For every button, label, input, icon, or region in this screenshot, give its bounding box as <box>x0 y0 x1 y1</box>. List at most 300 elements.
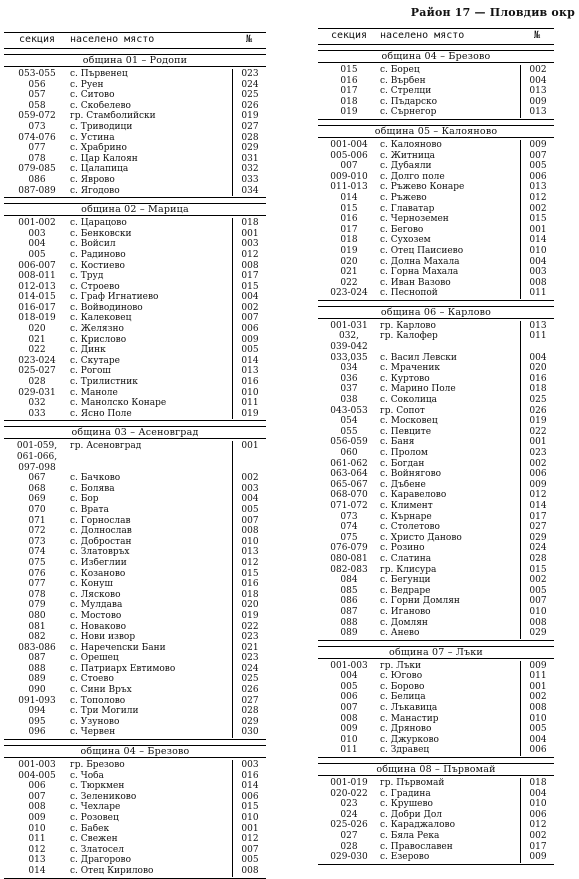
section-code: 013 <box>28 855 46 866</box>
table-row <box>318 107 554 118</box>
table-row <box>318 193 554 204</box>
place-number: 032 <box>232 164 267 175</box>
municipality-block <box>318 125 554 301</box>
municipality-block <box>4 426 266 740</box>
place-number: 019 <box>232 611 267 622</box>
place-name: гр. Калофер <box>380 331 438 342</box>
municipality-title: община 05 – Калояново <box>318 125 554 138</box>
section-code: 005 <box>28 249 46 260</box>
place-number: 008 <box>520 618 555 629</box>
place-number: 027 <box>232 696 267 707</box>
place-name: с. Трилистник <box>70 377 138 388</box>
section-code: 027 <box>340 831 358 841</box>
section-code: 020 <box>340 256 358 267</box>
table-row <box>4 143 266 154</box>
place-number: 027 <box>520 522 555 533</box>
table-row <box>318 789 554 800</box>
place-number: 005 <box>232 345 267 356</box>
place-name: с. Костиево <box>70 260 125 271</box>
place-name: с. Православен <box>380 841 453 852</box>
place-name <box>380 342 520 353</box>
section-code: 077 <box>28 143 46 154</box>
section-code: 024 <box>340 809 358 820</box>
place-name: с. Бяла Река <box>380 831 440 841</box>
place-name: с. Джурково <box>380 734 439 745</box>
place-name: с. Калояново <box>380 139 442 150</box>
place-number <box>232 452 267 463</box>
place-name: с. Долна Махала <box>380 256 460 267</box>
place-name: с. Бабек <box>70 823 110 834</box>
section-code: 054 <box>340 416 358 427</box>
place-number: 006 <box>232 792 267 803</box>
place-name: с. Драгорово <box>70 855 132 866</box>
header-place: населено място <box>380 31 465 42</box>
table-row <box>4 239 266 250</box>
municipality-title: община 04 – Брезово <box>4 745 266 758</box>
header-code: секция <box>18 34 56 46</box>
section-code: 015 <box>340 203 358 214</box>
section-code: 089 <box>28 674 46 685</box>
place-name: с. Триводици <box>70 121 133 132</box>
municipality-block <box>4 203 266 421</box>
table-row <box>4 409 266 420</box>
section-code: 033,035 <box>330 352 368 363</box>
place-name: с. Патриарх Евтимово <box>70 663 176 674</box>
place-name: с. Желязно <box>70 324 124 335</box>
place-number: 017 <box>520 842 555 853</box>
place-number: 005 <box>520 586 555 597</box>
place-number: 015 <box>520 214 555 225</box>
place-name: с. Скутаре <box>70 355 121 366</box>
place-name: с. Сърнегор <box>380 107 437 118</box>
place-number: 028 <box>232 133 267 144</box>
place-number: 011 <box>520 288 555 299</box>
table-row <box>318 235 554 246</box>
place-number: 025 <box>232 90 267 101</box>
table-row <box>4 696 266 707</box>
place-number: 010 <box>520 246 555 257</box>
section-code: 095 <box>28 716 46 727</box>
section-code: 056 <box>28 79 46 90</box>
section-code: 009 <box>28 813 46 823</box>
section-code: 085 <box>340 585 358 596</box>
place-number: 013 <box>520 321 555 332</box>
place-name: с. Труд <box>70 271 104 282</box>
place-number: 009 <box>520 661 555 672</box>
table-row <box>4 579 266 590</box>
place-number: 029 <box>232 717 267 728</box>
section-code: 038 <box>340 395 358 406</box>
section-code: 081 <box>28 621 46 632</box>
table-row <box>4 494 266 505</box>
place-number: 029 <box>520 628 555 639</box>
section-code: 080-081 <box>330 553 368 564</box>
section-code: 055 <box>340 426 358 437</box>
place-number: 026 <box>232 685 267 696</box>
place-number: 020 <box>232 600 267 611</box>
section-code: 001-003 <box>330 660 368 671</box>
place-number: 001 <box>520 682 555 693</box>
place-number: 012 <box>520 193 555 204</box>
section-code: 088 <box>28 663 46 674</box>
place-name: с. Радиново <box>70 249 126 260</box>
place-name: с. Иван Вазово <box>380 277 451 288</box>
table-row <box>4 855 266 866</box>
place-number: 005 <box>232 505 267 516</box>
table-row <box>4 781 266 792</box>
section-code: 065-067 <box>330 479 368 490</box>
place-name: гр. Стамболийски <box>70 111 156 122</box>
section-code: 008-011 <box>18 271 56 282</box>
place-number: 004 <box>232 292 267 303</box>
section-code: 022 <box>28 345 46 356</box>
place-number: 012 <box>232 250 267 261</box>
place-name: с. Борово <box>380 681 425 692</box>
section-code: 008 <box>28 802 46 813</box>
table-header <box>318 28 554 45</box>
place-name: с. Горни Домлян <box>380 596 460 607</box>
table-row <box>4 388 266 399</box>
section-code: 096 <box>28 727 46 738</box>
section-code: 067 <box>28 473 46 484</box>
municipality-block <box>4 745 266 879</box>
table-row <box>4 90 266 101</box>
place-number: 015 <box>232 282 267 293</box>
section-code: 087 <box>28 653 46 664</box>
place-number: 014 <box>232 356 267 367</box>
table-row <box>318 459 554 470</box>
place-name: с. Манастир <box>380 713 439 724</box>
table-row <box>318 703 554 714</box>
place-number: 009 <box>232 335 267 346</box>
place-name: с. Динк <box>70 345 106 356</box>
place-name: с. Скобелево <box>70 100 131 111</box>
table-row <box>318 778 554 789</box>
table-row <box>4 366 266 377</box>
place-name: с. Езерово <box>380 852 430 863</box>
place-name: с. Бор <box>70 494 99 505</box>
section-code: 033 <box>28 408 46 419</box>
section-code: 072 <box>28 526 46 537</box>
table-row <box>4 154 266 165</box>
place-number: 006 <box>520 745 555 756</box>
table-row <box>318 661 554 672</box>
section-code: 025-027 <box>18 366 56 377</box>
section-code: 075 <box>340 532 358 543</box>
place-name: с. Житница <box>380 150 436 161</box>
place-number: 021 <box>232 643 267 654</box>
place-name: с. Черноземен <box>380 214 449 225</box>
section-code: 079-085 <box>18 164 56 175</box>
section-code: 028 <box>28 377 46 388</box>
place-number: 013 <box>520 182 555 193</box>
table-row <box>318 321 554 332</box>
section-code: 087-089 <box>18 185 56 196</box>
section-code: 073 <box>28 536 46 547</box>
place-name: с. Новаково <box>70 621 126 632</box>
section-code: 084 <box>340 575 358 586</box>
place-number: 019 <box>232 409 267 420</box>
place-number: 029 <box>232 143 267 154</box>
section-code: 004 <box>28 239 46 250</box>
section-code: 001-004 <box>330 139 368 150</box>
section-code: 063-064 <box>330 469 368 480</box>
place-name: с. Пъдарско <box>380 96 438 107</box>
place-number: 013 <box>232 547 267 558</box>
table-row <box>4 505 266 516</box>
place-name: гр. Клисура <box>380 564 437 575</box>
place-name: с. Градина <box>380 788 431 799</box>
place-number: 019 <box>520 416 555 427</box>
section-code: 003 <box>28 228 46 239</box>
place-number: 006 <box>520 469 555 480</box>
place-number: 002 <box>520 65 555 76</box>
place-name: с. Ръжево <box>380 192 427 203</box>
place-number: 003 <box>232 484 267 495</box>
place-number: 009 <box>520 140 555 151</box>
place-number: 013 <box>232 366 267 377</box>
section-code: 010 <box>28 823 46 834</box>
table-row <box>318 820 554 831</box>
section-code: 043-053 <box>330 405 368 416</box>
section-code: 061-062 <box>330 458 368 469</box>
place-name: с. Бегунци <box>380 575 431 586</box>
municipality-title: община 07 – Лъки <box>318 646 554 659</box>
section-code: 010 <box>340 734 358 745</box>
place-number: 014 <box>520 235 555 246</box>
place-name: с. Белица <box>380 692 426 703</box>
place-number: 017 <box>520 512 555 523</box>
table-row <box>318 246 554 257</box>
place-name: с. Царацово <box>70 218 127 229</box>
place-name <box>70 452 232 463</box>
place-name: гр. Асеновград <box>70 441 142 452</box>
municipality-title: община 03 – Асеновград <box>4 426 266 439</box>
table-row <box>318 395 554 406</box>
table-row <box>4 600 266 611</box>
place-name: с. Болява <box>70 483 115 494</box>
section-code: 009-010 <box>330 171 368 182</box>
table-row <box>4 303 266 314</box>
section-code: 014 <box>340 192 358 203</box>
section-code: 073 <box>28 121 46 132</box>
place-name: с. Свежен <box>70 834 118 845</box>
table-row <box>318 512 554 523</box>
place-number: 009 <box>520 480 555 491</box>
section-code: 011-013 <box>330 182 368 193</box>
table-row <box>318 140 554 151</box>
place-name: с. Врата <box>70 504 109 515</box>
section-code: 088 <box>340 617 358 628</box>
section-code: 056-059 <box>330 437 368 448</box>
table-row <box>318 810 554 821</box>
place-number: 004 <box>232 494 267 505</box>
section-code: 034 <box>340 363 358 374</box>
section-code: 058 <box>28 100 46 111</box>
place-name: с. Песнопой <box>380 288 438 299</box>
table-row <box>318 852 554 863</box>
place-number: 010 <box>520 714 555 725</box>
table-row <box>4 452 266 463</box>
section-code: 022 <box>340 277 358 288</box>
section-code: 086 <box>340 596 358 607</box>
place-number: 012 <box>520 820 555 831</box>
place-number: 013 <box>520 107 555 118</box>
section-code: 007 <box>28 791 46 802</box>
section-code: 089 <box>340 628 358 639</box>
section-code: 039-042 <box>330 342 368 353</box>
section-code: 025-026 <box>330 820 368 831</box>
table-row <box>4 632 266 643</box>
table-row <box>4 80 266 91</box>
place-number: 011 <box>520 671 555 682</box>
right-column <box>318 28 554 865</box>
table-row <box>4 122 266 133</box>
place-number: 018 <box>232 218 267 229</box>
table-row <box>318 204 554 215</box>
place-number: 015 <box>520 565 555 576</box>
table-row <box>318 735 554 746</box>
table-row <box>4 101 266 112</box>
place-name: с. Христо Даново <box>380 532 462 543</box>
table-row <box>318 448 554 459</box>
section-code: 018 <box>340 235 358 246</box>
place-number: 008 <box>520 278 555 289</box>
place-number: 023 <box>520 448 555 459</box>
table-row <box>318 628 554 639</box>
place-number <box>520 342 555 353</box>
table-row <box>4 643 266 654</box>
table-row <box>4 537 266 548</box>
place-name: с. Златовръх <box>70 547 130 558</box>
section-code: 094 <box>28 706 46 717</box>
place-name: гр. Карлово <box>380 320 436 331</box>
place-name: с. Домлян <box>380 617 428 628</box>
place-number: 002 <box>232 473 267 484</box>
place-number: 022 <box>232 622 267 633</box>
table-row <box>318 86 554 97</box>
section-code: 071-072 <box>330 500 368 511</box>
place-number: 008 <box>520 703 555 714</box>
table-row <box>318 501 554 512</box>
table-row <box>4 345 266 356</box>
place-number: 020 <box>520 363 555 374</box>
section-code: 078 <box>28 153 46 164</box>
table-row <box>4 324 266 335</box>
table-row <box>318 554 554 565</box>
section-code: 016 <box>340 75 358 86</box>
table-row <box>318 353 554 364</box>
section-code: 016 <box>340 214 358 225</box>
place-number: 005 <box>520 161 555 172</box>
place-name: с. Московец <box>380 416 438 427</box>
table-row <box>318 565 554 576</box>
section-code: 059-072 <box>18 111 56 122</box>
place-name: с. Караджалово <box>380 820 456 831</box>
place-number: 003 <box>232 760 267 771</box>
place-name: с. Храбрино <box>70 143 127 154</box>
table-row <box>4 441 266 452</box>
place-name: с. Борец <box>380 65 420 75</box>
section-code: 091-093 <box>18 695 56 706</box>
table-row <box>4 674 266 685</box>
table-row <box>4 133 266 144</box>
section-code: 057 <box>28 90 46 101</box>
place-number: 004 <box>520 735 555 746</box>
place-name: с. Тюркмен <box>70 781 125 792</box>
table-row <box>318 76 554 87</box>
section-code: 097-098 <box>18 462 56 473</box>
place-name: с. Розино <box>380 543 425 554</box>
table-row <box>318 288 554 299</box>
place-number: 012 <box>232 834 267 845</box>
place-name: с. Бенковски <box>70 228 132 239</box>
section-code: 016-017 <box>18 302 56 313</box>
table-row <box>318 257 554 268</box>
section-code: 068-070 <box>330 490 368 501</box>
place-number: 010 <box>232 537 267 548</box>
table-row <box>318 331 554 342</box>
place-number: 028 <box>232 706 267 717</box>
table-row <box>4 398 266 409</box>
section-code: 079 <box>28 600 46 611</box>
table-row <box>318 97 554 108</box>
place-name: с. Столетово <box>380 522 440 533</box>
place-number: 001 <box>232 441 267 452</box>
table-row <box>318 692 554 703</box>
section-code: 071 <box>28 515 46 526</box>
place-name: с. Устина <box>70 132 115 143</box>
place-number: 001 <box>232 229 267 240</box>
place-number: 001 <box>232 824 267 835</box>
table-row <box>318 618 554 629</box>
section-code: 074 <box>340 522 358 533</box>
place-name: с. Горна Махала <box>380 267 459 278</box>
section-code: 007 <box>340 161 358 172</box>
place-number: 002 <box>232 303 267 314</box>
place-number: 007 <box>232 313 267 324</box>
place-number: 001 <box>520 225 555 236</box>
place-name: с. Орешец <box>70 653 119 664</box>
section-code: 032, <box>338 331 360 342</box>
place-number: 026 <box>520 406 555 417</box>
section-code: 021 <box>340 267 358 278</box>
table-row <box>4 282 266 293</box>
table-row <box>318 363 554 374</box>
section-code: 023 <box>340 799 358 810</box>
place-name: с. Васил Левски <box>380 352 457 363</box>
place-name: с. Ръжево Конаре <box>380 182 465 193</box>
place-number: 008 <box>232 866 267 877</box>
table-row <box>4 622 266 633</box>
place-number: 011 <box>520 331 555 342</box>
place-number: 007 <box>232 516 267 527</box>
place-name: с. Соколица <box>380 395 437 406</box>
place-number: 003 <box>520 267 555 278</box>
place-number: 006 <box>520 810 555 821</box>
place-name: с. Бегово <box>380 224 424 235</box>
table-row <box>4 611 266 622</box>
place-number: 023 <box>232 632 267 643</box>
place-number: 018 <box>232 590 267 601</box>
table-row <box>4 175 266 186</box>
place-number: 023 <box>232 69 267 80</box>
place-number: 010 <box>232 813 267 824</box>
section-code: 080 <box>28 610 46 621</box>
section-code: 006 <box>28 781 46 792</box>
place-name: с. Наречenски Бани <box>70 642 166 653</box>
place-number: 022 <box>520 427 555 438</box>
